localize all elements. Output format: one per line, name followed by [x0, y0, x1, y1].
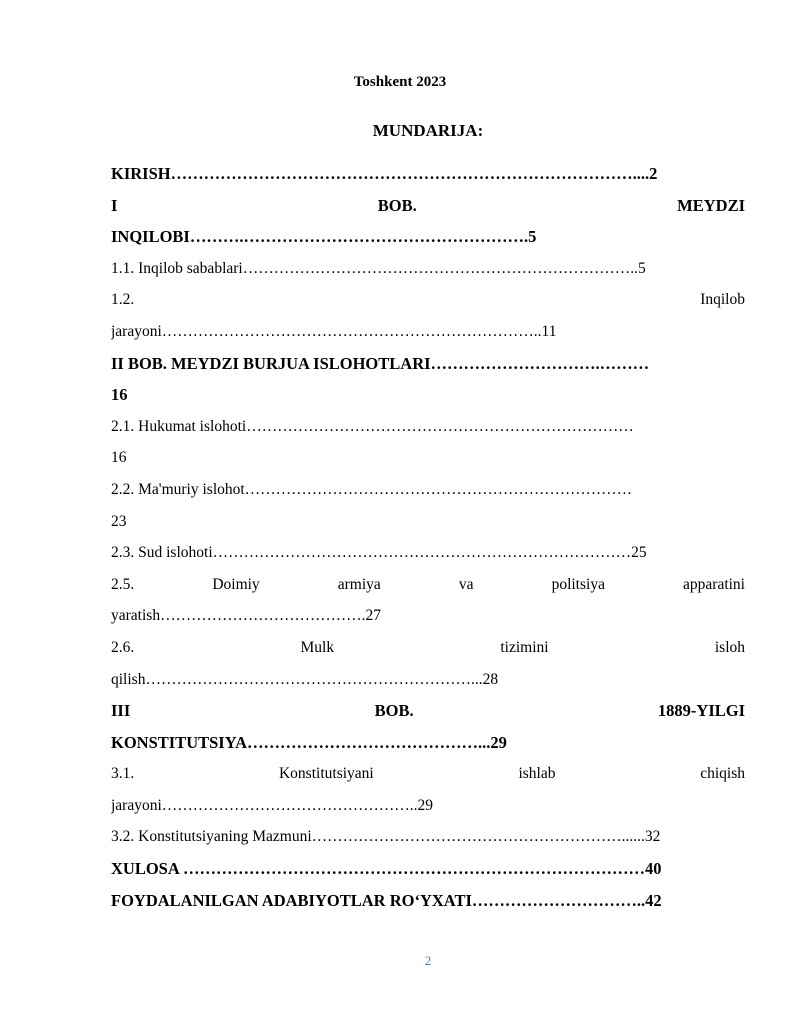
toc-entry-chapter-2-page: 16 — [111, 385, 128, 405]
toc-entry-3-1-cont: jarayoni…………………………………………..29 — [111, 796, 434, 814]
toc-entry-bibliography: FOYDALANILGAN ADABIYOTLAR RO‘YXATI…………………………..42 — [111, 890, 662, 910]
toc-entry-kirish: KIRISH…………………………………………………………………………....2 — [111, 164, 658, 183]
table-of-contents — [111, 158, 745, 916]
page-number: 2 — [424, 953, 432, 968]
toc-entry-1-2: 1.2. Inqilob — [111, 291, 745, 309]
toc-entry-2-6-cont: qilish………………………………………………………...28 — [111, 670, 499, 688]
toc-entry-2-1-page: 16 — [111, 449, 127, 467]
toc-entry-2-5: 2.5. Doimiy armiya va politsiya apparatini — [111, 575, 745, 593]
toc-entry-xulosa: XULOSA …………………………………………………………………………40 — [111, 859, 662, 879]
toc-entry-chapter-1-cont: INQILOBI……….…………………………………………….5 — [111, 227, 537, 247]
toc-entry-2-5-cont: yaratish………………………………….27 — [111, 607, 381, 625]
toc-entry-3-1: 3.1. Konstitutsiyani ishlab chiqish — [111, 765, 745, 783]
toc-entry-1-1: 1.1. Inqilob sabablari…………………………………………………………………..5 — [111, 259, 646, 277]
toc-entry-2-2-page: 23 — [111, 512, 127, 530]
toc-entry-chapter-3-cont: KONSTITUTSIYA……………………………………...29 — [111, 732, 507, 752]
toc-entry-2-3: 2.3. Sud islohoti………………………………………………………………………25 — [111, 544, 647, 562]
toc-entry-2-6: 2.6. Mulk tizimini isloh — [111, 638, 745, 656]
toc-entry-chapter-3: III BOB. 1889-YILGI — [111, 701, 745, 721]
toc-entry-2-2: 2.2. Ma'muriy islohot………………………………………………………………… — [111, 480, 633, 498]
toc-entry-2-1: 2.1. Hukumat islohoti………………………………………………………………… — [111, 417, 634, 435]
toc-entry-1-2-cont: jarayoni………………………………………………………………..11 — [111, 322, 557, 340]
toc-entry-3-2: 3.2. Konstitutsiyaning Mazmuni……………………………………………………......32 — [111, 828, 661, 846]
city-year: Toshkent 2023 — [353, 74, 447, 90]
toc-entry-chapter-1: I BOB. MEYDZI — [111, 195, 745, 215]
toc-entry-chapter-2: II BOB. MEYDZI BURJUA ISLOHOTLARI………………………….……… — [111, 353, 650, 373]
page-title: MUNDARIJA: — [372, 121, 484, 140]
